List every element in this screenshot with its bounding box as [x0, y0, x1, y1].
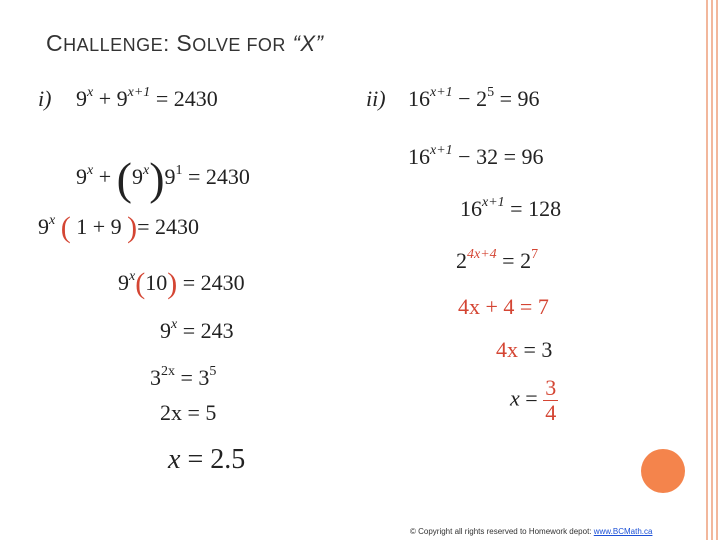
- part-i-label: i): [38, 86, 52, 111]
- part-i-answer: x = 2.5: [168, 444, 246, 475]
- part-ii-line-2: $16^{x+1} - 32 = 96$: [408, 142, 544, 169]
- part-i-line-2: $9^x + (9^x)9^1 = 2430$: [76, 153, 250, 204]
- part-ii-line-1: $16^{x+1} - 2^5 = 96$: [408, 84, 540, 111]
- slide-title: CHALLENGE: SOLVE FOR “X”: [46, 30, 324, 56]
- part-i-line-7: 2x = 5: [160, 400, 217, 425]
- part-i-line-5: $9^x = 243$: [160, 316, 234, 343]
- part-ii-line-6: 4x = 3: [496, 337, 553, 362]
- part-ii-label: ii): [366, 86, 386, 111]
- part-i-line-1: $9^x + 9^{x+1} = 2430$: [76, 84, 218, 111]
- part-ii-answer: x = $\frac{3}{4}$: [510, 375, 557, 426]
- part-ii-line-3: $16^{x+1} = 128$: [460, 194, 562, 221]
- part-i-line-6: $3^{2x} = 3^5$: [150, 363, 217, 390]
- footer-link[interactable]: www.BCMath.ca: [593, 527, 653, 536]
- part-ii-line-4: $2^{4x+4} = 2^7$: [456, 246, 539, 273]
- fraction: $\frac{3}{4}$: [545, 375, 557, 426]
- decorative-circle: [641, 449, 685, 493]
- decorative-line: [711, 0, 713, 540]
- decorative-line: [716, 0, 718, 540]
- decorative-line: [706, 0, 708, 540]
- copyright-footer: © Copyright all rights reserved to Homework depot: www.BCMath.ca: [410, 527, 653, 536]
- part-i-line-4: $9^x(10) = 2430$: [118, 267, 245, 300]
- part-i-line-3: 9$^x$ ( 1 + 9 )= 2430: [38, 211, 200, 244]
- part-ii-line-5: 4x + 4 = 7: [458, 294, 549, 319]
